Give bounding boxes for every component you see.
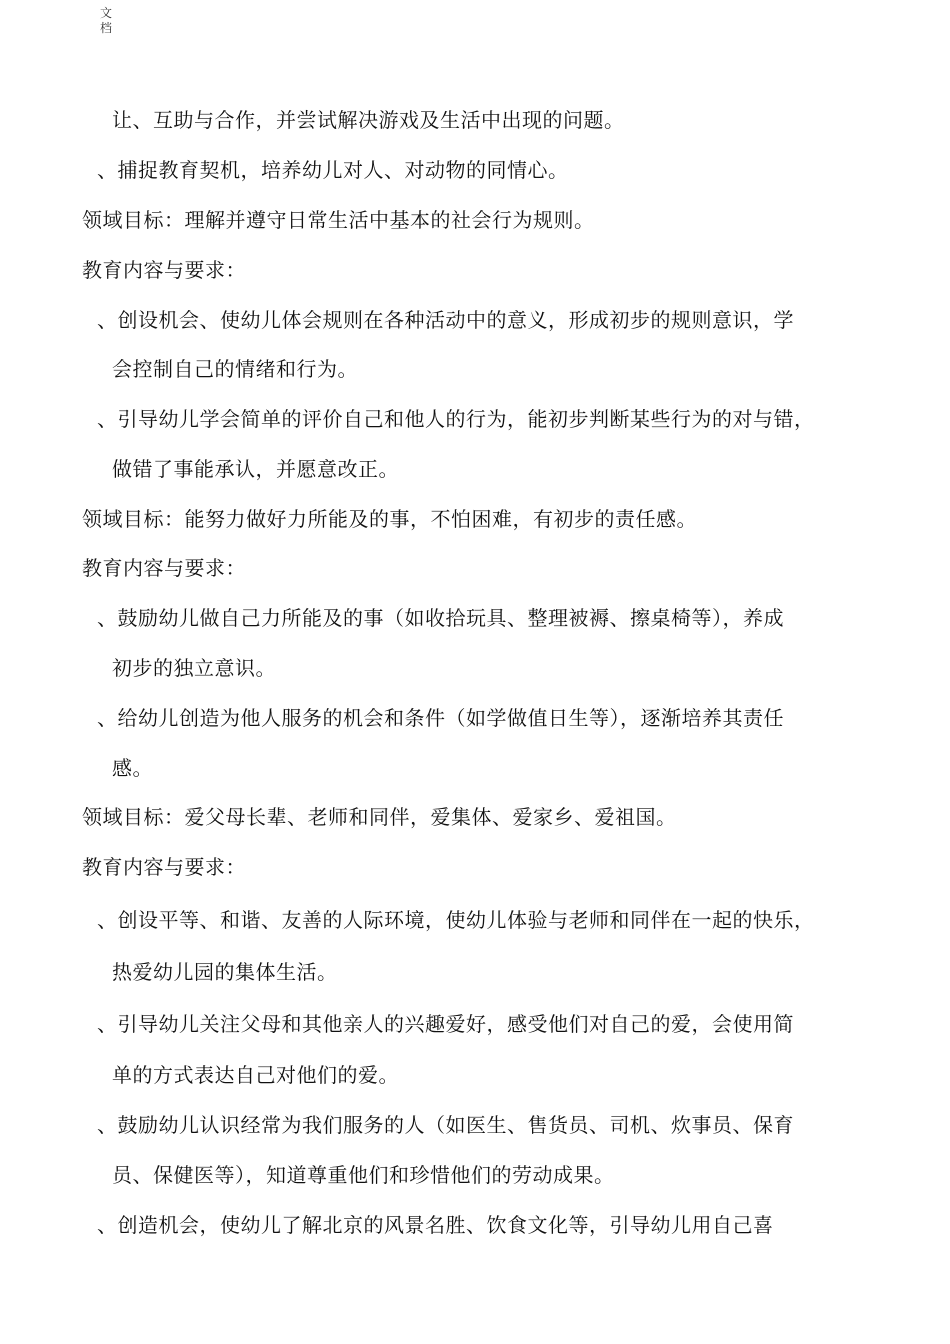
- section-heading: 教育内容与要求：: [82, 556, 246, 580]
- list-item: 、创设机会、使幼儿体会规则在各种活动中的意义，形成初步的规则意识，学: [97, 308, 794, 332]
- domain-goal: 领域目标：爱父母长辈、老师和同伴，爱集体、爱家乡、爱祖国。: [82, 805, 677, 829]
- section-heading: 教育内容与要求：: [82, 855, 246, 879]
- list-item-continuation: 员、保健医等），知道尊重他们和珍惜他们的劳动成果。: [112, 1163, 615, 1187]
- domain-goal: 领域目标：理解并遵守日常生活中基本的社会行为规则。: [82, 208, 595, 232]
- list-item: 、鼓励幼儿做自己力所能及的事（如收拾玩具、整理被褥、擦桌椅等），养成: [97, 606, 784, 630]
- header-mark: 文档: [100, 6, 113, 35]
- list-item-continuation: 初步的独立意识。: [112, 656, 276, 680]
- list-item-continuation: 做错了事能承认，并愿意改正。: [112, 457, 399, 481]
- list-item: 、创造机会，使幼儿了解北京的风景名胜、饮食文化等，引导幼儿用自己喜: [97, 1213, 774, 1237]
- list-item: 、鼓励幼儿认识经常为我们服务的人（如医生、售货员、司机、炊事员、保育: [97, 1113, 794, 1137]
- list-item: 、创设平等、和谐、友善的人际环境，使幼儿体验与老师和同伴在一起的快乐，: [97, 908, 815, 932]
- list-item: 、捕捉教育契机，培养幼儿对人、对动物的同情心。: [97, 158, 569, 182]
- section-heading: 教育内容与要求：: [82, 258, 246, 282]
- domain-goal: 领域目标：能努力做好力所能及的事，不怕困难，有初步的责任感。: [82, 507, 697, 531]
- list-item: 、给幼儿创造为他人服务的机会和条件（如学做值日生等），逐渐培养其责任: [97, 706, 784, 730]
- list-item: 、引导幼儿关注父母和其他亲人的兴趣爱好，感受他们对自己的爱，会使用简: [97, 1012, 794, 1036]
- list-item-continuation: 热爱幼儿园的集体生活。: [112, 960, 338, 984]
- list-item: 、引导幼儿学会简单的评价自己和他人的行为，能初步判断某些行为的对与错，: [97, 407, 815, 431]
- text-line: 让、互助与合作，并尝试解决游戏及生活中出现的问题。: [112, 108, 625, 132]
- list-item-continuation: 单的方式表达自己对他们的爱。: [112, 1063, 399, 1087]
- list-item-continuation: 感。: [112, 756, 153, 780]
- list-item-continuation: 会控制自己的情绪和行为。: [112, 357, 358, 381]
